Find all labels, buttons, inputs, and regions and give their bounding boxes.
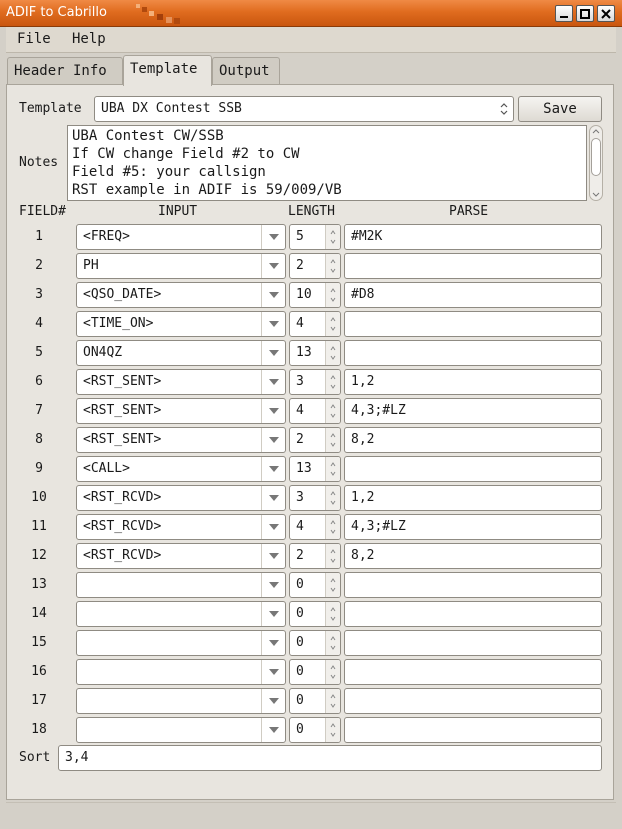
scroll-up-icon [590,127,602,135]
input-combo[interactable] [76,456,286,482]
input-combo[interactable] [76,253,286,279]
parse-input[interactable] [344,253,602,279]
length-spinbox[interactable] [289,340,341,366]
length-spinbox-value: 3 [296,490,304,505]
dropdown-arrow-icon[interactable] [261,573,285,597]
header-input: INPUT [158,204,198,219]
parse-input-value: #M2K [351,229,383,244]
row-number: 18 [31,722,47,737]
input-combo[interactable] [76,630,286,656]
row-number: 5 [35,345,43,360]
length-spinbox-value: 13 [296,461,312,476]
parse-input[interactable] [344,572,602,598]
length-spinbox-value: 2 [296,432,304,447]
input-combo-value: PH [83,258,99,273]
parse-input[interactable] [344,427,602,453]
input-combo[interactable] [76,717,286,743]
spin-arrows-icon[interactable] [325,254,340,278]
length-spinbox[interactable] [289,282,341,308]
dropdown-arrow-icon[interactable] [261,312,285,336]
row-number: 2 [35,258,43,273]
dropdown-arrow-icon[interactable] [261,370,285,394]
close-icon [601,9,611,19]
input-combo[interactable] [76,572,286,598]
input-combo[interactable] [76,282,286,308]
dropdown-arrow-icon[interactable] [261,457,285,481]
tab-output[interactable]: Output [212,57,280,85]
dropdown-arrow-icon[interactable] [261,689,285,713]
length-spinbox-value: 0 [296,635,304,650]
maximize-icon [580,9,590,19]
template-panel [6,84,614,800]
length-spinbox[interactable] [289,514,341,540]
header-parse: PARSE [449,204,489,219]
notes-line: RST example in ADIF is 59/009/VB [72,182,342,198]
dropdown-arrow-icon[interactable] [261,283,285,307]
dropdown-arrow-icon[interactable] [261,515,285,539]
dropdown-arrow-icon[interactable] [261,399,285,423]
parse-input[interactable] [344,398,602,424]
spin-arrows-icon[interactable] [325,631,340,655]
parse-input[interactable] [344,369,602,395]
dropdown-arrow-icon[interactable] [261,660,285,684]
length-spinbox-value: 10 [296,287,312,302]
length-spinbox[interactable] [289,398,341,424]
menu-file[interactable]: File [17,31,51,47]
parse-input-value: 4,3;#LZ [351,403,406,418]
updown-icon [495,97,513,121]
notes-line: UBA Contest CW/SSB [72,128,224,144]
parse-input-value: 1,2 [351,374,375,389]
length-spinbox[interactable] [289,543,341,569]
parse-input[interactable] [344,543,602,569]
parse-input-value: 1,2 [351,490,375,505]
length-spinbox-value: 4 [296,519,304,534]
parse-input[interactable] [344,340,602,366]
template-label: Template [19,101,82,116]
tab-bar [6,55,616,85]
length-spinbox[interactable] [289,572,341,598]
window-title: ADIF to Cabrillo [6,5,107,20]
scroll-down-icon [590,191,602,199]
input-combo-value: <RST_RCVD> [83,519,162,534]
tab-header-info[interactable]: Header Info [7,57,123,85]
row-number: 14 [31,606,47,621]
notes-line: If CW change Field #2 to CW [72,146,300,162]
row-number: 1 [35,229,43,244]
input-combo[interactable] [76,340,286,366]
input-combo-value: <RST_RCVD> [83,490,162,505]
dropdown-arrow-icon[interactable] [261,544,285,568]
spin-arrows-icon[interactable] [325,689,340,713]
notes-textarea[interactable] [67,125,587,201]
spin-arrows-icon[interactable] [325,718,340,742]
row-number: 15 [31,635,47,650]
input-combo-value: <FREQ> [83,229,130,244]
dropdown-arrow-icon[interactable] [261,718,285,742]
spin-arrows-icon[interactable] [325,660,340,684]
input-combo-value: <TIME_ON> [83,316,154,331]
length-spinbox-value: 13 [296,345,312,360]
input-combo[interactable] [76,601,286,627]
notes-line: Field #5: your callsign [72,164,266,180]
template-select[interactable] [94,96,514,122]
header-length: LENGTH [288,204,335,219]
save-button[interactable]: Save [518,96,602,122]
spin-arrows-icon[interactable] [325,312,340,336]
titlebar-decoration-icon [130,3,182,25]
input-combo[interactable] [76,543,286,569]
length-spinbox[interactable] [289,659,341,685]
row-number: 11 [31,519,47,534]
input-combo[interactable] [76,311,286,337]
dropdown-arrow-icon[interactable] [261,602,285,626]
row-number: 8 [35,432,43,447]
length-spinbox-value: 4 [296,316,304,331]
dropdown-arrow-icon[interactable] [261,225,285,249]
scroll-thumb[interactable] [591,138,601,176]
input-combo[interactable] [76,688,286,714]
tab-template[interactable]: Template [123,55,212,86]
spin-arrows-icon[interactable] [325,341,340,365]
menu-bar [6,27,616,53]
input-combo-value: <RST_SENT> [83,374,162,389]
header-field: FIELD# [19,204,66,219]
spin-arrows-icon[interactable] [325,544,340,568]
maximize-button[interactable] [576,5,594,22]
spin-arrows-icon[interactable] [325,399,340,423]
input-combo[interactable] [76,369,286,395]
length-spinbox[interactable] [289,601,341,627]
length-spinbox-value: 0 [296,664,304,679]
notes-label: Notes [19,155,59,170]
length-spinbox-value: 2 [296,258,304,273]
close-button[interactable] [597,5,615,22]
parse-input[interactable] [344,485,602,511]
dropdown-arrow-icon[interactable] [261,254,285,278]
row-number: 17 [31,693,47,708]
row-number: 10 [31,490,47,505]
length-spinbox-value: 0 [296,722,304,737]
input-combo-value: <QSO_DATE> [83,287,162,302]
dropdown-arrow-icon[interactable] [261,428,285,452]
template-select-value: UBA DX Contest SSB [101,101,242,116]
parse-input-value: #D8 [351,287,375,302]
row-number: 13 [31,577,47,592]
parse-input[interactable] [344,601,602,627]
row-number: 9 [35,461,43,476]
spin-arrows-icon[interactable] [325,573,340,597]
spin-arrows-icon[interactable] [325,602,340,626]
sort-input[interactable] [58,745,602,771]
parse-input-value: 4,3;#LZ [351,519,406,534]
parse-input[interactable] [344,224,602,250]
menu-help[interactable]: Help [72,31,106,47]
input-combo[interactable] [76,427,286,453]
input-combo-value: ON4QZ [83,345,123,360]
row-number: 16 [31,664,47,679]
length-spinbox-value: 5 [296,229,304,244]
title-bar[interactable] [0,0,622,27]
length-spinbox[interactable] [289,369,341,395]
parse-input[interactable] [344,514,602,540]
spin-arrows-icon[interactable] [325,225,340,249]
parse-input[interactable] [344,630,602,656]
length-spinbox-value: 0 [296,577,304,592]
row-number: 12 [31,548,47,563]
parse-input[interactable] [344,311,602,337]
dropdown-arrow-icon[interactable] [261,631,285,655]
input-combo-value: <RST_SENT> [83,432,162,447]
parse-input[interactable] [344,717,602,743]
status-bar [6,802,616,822]
spin-arrows-icon[interactable] [325,428,340,452]
parse-input[interactable] [344,659,602,685]
input-combo[interactable] [76,224,286,250]
length-spinbox[interactable] [289,311,341,337]
length-spinbox-value: 3 [296,374,304,389]
input-combo[interactable] [76,514,286,540]
length-spinbox-value: 2 [296,548,304,563]
spin-arrows-icon[interactable] [325,457,340,481]
dropdown-arrow-icon[interactable] [261,341,285,365]
parse-input[interactable] [344,282,602,308]
length-spinbox[interactable] [289,688,341,714]
spin-arrows-icon[interactable] [325,370,340,394]
input-combo-value: <CALL> [83,461,130,476]
input-combo-value: <RST_RCVD> [83,548,162,563]
input-combo[interactable] [76,659,286,685]
parse-input[interactable] [344,688,602,714]
length-spinbox[interactable] [289,717,341,743]
parse-input[interactable] [344,456,602,482]
row-number: 4 [35,316,43,331]
sort-label: Sort [19,750,51,765]
length-spinbox[interactable] [289,485,341,511]
input-combo[interactable] [76,485,286,511]
length-spinbox[interactable] [289,630,341,656]
minimize-button[interactable] [555,5,573,22]
row-number: 3 [35,287,43,302]
parse-input-value: 8,2 [351,432,375,447]
input-combo[interactable] [76,398,286,424]
parse-input-value: 8,2 [351,548,375,563]
sort-input-value: 3,4 [65,750,89,765]
row-number: 7 [35,403,43,418]
length-spinbox-value: 4 [296,403,304,418]
length-spinbox[interactable] [289,224,341,250]
length-spinbox[interactable] [289,253,341,279]
dropdown-arrow-icon[interactable] [261,486,285,510]
notes-scrollbar[interactable] [589,125,603,201]
length-spinbox[interactable] [289,456,341,482]
length-spinbox-value: 0 [296,606,304,621]
length-spinbox-value: 0 [296,693,304,708]
row-number: 6 [35,374,43,389]
input-combo-value: <RST_SENT> [83,403,162,418]
spin-arrows-icon[interactable] [325,515,340,539]
minimize-icon [559,9,569,19]
spin-arrows-icon[interactable] [325,486,340,510]
spin-arrows-icon[interactable] [325,283,340,307]
length-spinbox[interactable] [289,427,341,453]
